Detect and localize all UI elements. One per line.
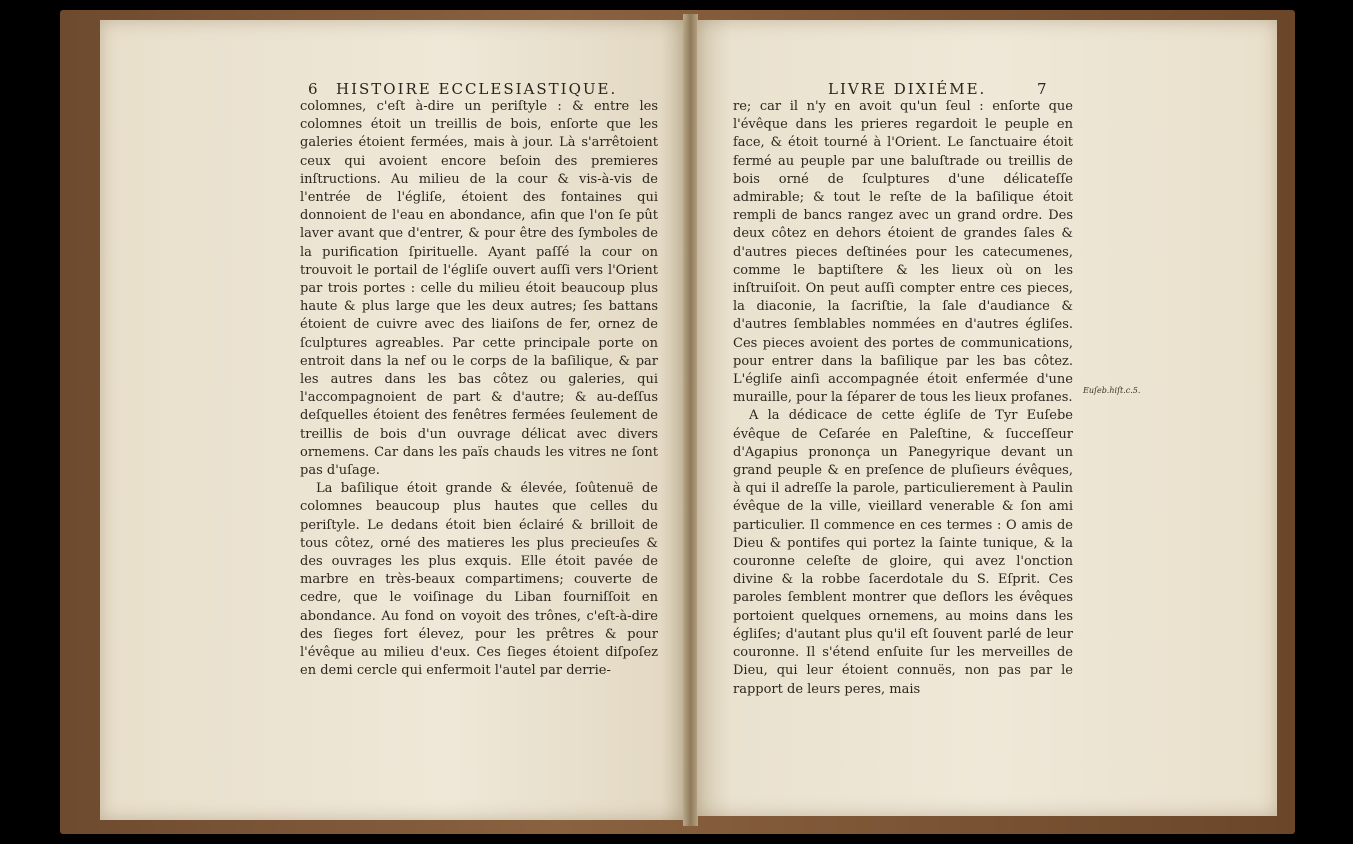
left-running-head: HISTOIRE ECCLESIASTIQUE.: [336, 80, 618, 98]
right-page-text: [733, 98, 1073, 697]
left-page-text: [300, 98, 658, 679]
left-paragraph-2: La baſilique étoit grande & élevée, ſoûtenuë de colomnes beaucoup plus hautes que celles du periſtyle. Le dedans étoit bien éclairé & brilloit de tous côtez, orné des matieres les plus precieuſes & des ouvrages les plus exquis. Elle étoit pavée de marbre en très-beaux compartimens; couverte de cedre, que le voiſinage du Liban fourniſſoit en abondance. Au fond on voyoit des trônes, c'eſt-à-dire des ſieges fort élevez, pour les prêtres & pour l'évêque au milieu d'eux. Ces ſieges étoient diſpoſez en demi cercle qui enfermoit l'autel par derrie-: [300, 481, 658, 679]
right-paragraph-2: A la dédicace de cette égliſe de Tyr Euſebe évêque de Ceſarée en Paleſtine, & ſucceſſeur d'Agapius prononça un Panegyrique devant un grand peuple & en preſence de pluſieurs évêques, à qui il adreſſe la parole, particulierement à Paulin évêque de la ville, vieillard venerable & ſon ami particulier. Il commence en ces termes : O amis de Dieu & pontifes qui portez la ſainte tunique, & la couronne celeſte de gloire, qui avez l'onction divine & la robbe ſacerdotale du S. Eſprit. Ces paroles ſemblent montrer que deſlors les évêques portoient quelques ornemens, au moins dans les égliſes; d'autant plus qu'il eſt ſouvent parlé de leur couronne. Il s'étend enſuite ſur les merveilles de Dieu, qui leur étoient connuës, non pas par le rapport de leurs peres, mais: [733, 408, 1073, 697]
book-gutter: [683, 14, 698, 826]
right-page-number: 7: [1037, 80, 1049, 98]
left-paragraph-1: colomnes, c'eſt à-dire un periſtyle : & entre les colomnes étoit un treillis de bois, enſorte que les galeries étoient fermées, mais à jour. Là s'arrêtoient ceux qui avoient encore beſoin des premieres inſtructions. Au milieu de la cour & vis-à-vis de l'entrée de l'égliſe, étoient des fontaines qui donnoient de l'eau en abondance, afin que l'on ſe pût laver avant que d'entrer, & pour être des ſymboles de la purification ſpirituelle. Ayant paſſé la cour on trouvoit le portail de l'égliſe ouvert auſſi vers l'Orient par trois portes : celle du milieu étoit beaucoup plus haute & plus large que les deux autres; ſes battans étoient de cuivre avec des liaiſons de fer, ornez de ſculptures agreables. Par cette principale porte on entroit dans la nef ou le corps de la baſilique, & par les autres dans les bas côtez ou galeries, qui l'accompagnoient de part & d'autre; & au-deſſus deſquelles étoient des fenêtres fermées ſeulement de treillis de bois d'un ouvrage délicat avec divers ornemens. Car dans les païs chauds les vitres ne ſont pas d'uſage.: [300, 99, 658, 479]
left-page-number: 6: [308, 80, 320, 98]
right-paragraph-1: re; car il n'y en avoit qu'un ſeul : enſorte que l'évêque dans les prieres regardoit le peuple en face, & étoit tourné à l'Orient. Le ſanctuaire étoit fermé au peuple par une baluſtrade ou treillis de bois orné de ſculptures d'une délicateſſe admirable; & tout le reſte de la baſilique étoit rempli de bancs rangez avec un grand ordre. Des deux côtez en dehors étoient de grandes ſales & d'autres pieces deſtinées pour les catecumenes, comme le baptiſtere & les lieux où on les inſtruiſoit. On peut auſſi compter entre ces pieces, la diaconie, la ſacriſtie, la ſale d'audiance & d'autres ſemblables nommées en d'autres égliſes. Ces pieces avoient des portes de communications, pour entrer dans la baſilique par les bas côtez. L'égliſe ainſi accompagnée étoit enfermée d'une muraille, pour la ſéparer de tous les lieux profanes.: [733, 99, 1073, 406]
margin-note: Euſeb.hiſt.c.5.: [1083, 386, 1141, 395]
right-running-head: LIVRE DIXIÉME.: [828, 80, 987, 98]
